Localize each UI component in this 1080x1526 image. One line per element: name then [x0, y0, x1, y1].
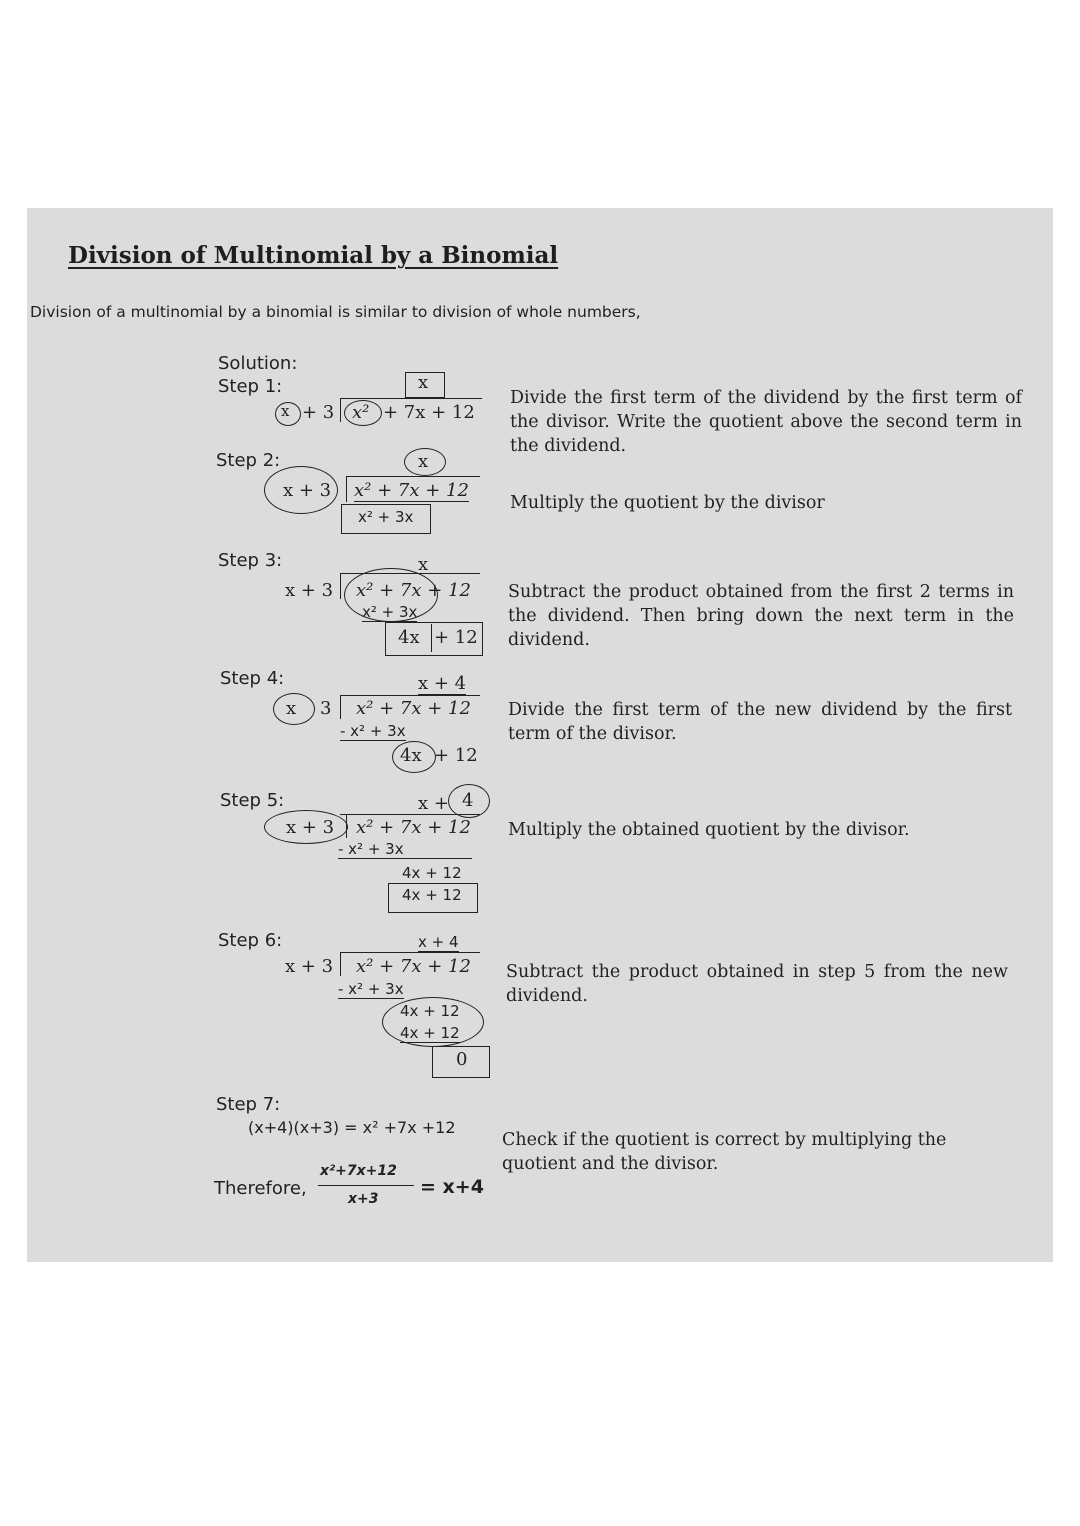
step-7-check: (x+4)(x+3) = x² +7x +12 [248, 1118, 456, 1137]
step-1-bracket [340, 398, 341, 422]
step-1-divisor-x: x [281, 402, 290, 420]
step-4-product: - x² + 3x [340, 722, 406, 740]
step-1-divisor-rest: + 3 [302, 402, 335, 423]
step-2-quotient: x [418, 451, 429, 472]
therefore-denominator: x+3 [348, 1191, 379, 1207]
step-4-quotient: x + 4 [418, 673, 467, 694]
step-1-description: Divide the first term of the dividend by the first term of the divisor. Write the quotient above the second term in the dividend. [510, 388, 1022, 456]
step-4-dividend: x² + 7x + 12 [356, 698, 471, 719]
step-5-product: - x² + 3x [338, 840, 404, 858]
therefore-fraction-bar [318, 1185, 414, 1186]
solution-label: Solution: [218, 353, 298, 374]
step-3-remainder-lead: 4x [398, 627, 420, 648]
step-4-divisor-rest: 3 [320, 698, 332, 719]
step-2-label: Step 2: [216, 450, 281, 471]
step-2-bracket [346, 476, 347, 502]
step-4-divisor-x: x [286, 698, 297, 719]
intro-text: Division of a multinomial by a binomial is similar to division of whole numbers, [30, 303, 641, 321]
step-6-divisor: x + 3 [285, 956, 334, 977]
step-3-label: Step 3: [218, 550, 283, 571]
step-7-label: Step 7: [216, 1094, 281, 1115]
step-5-product2: 4x + 12 [402, 886, 462, 904]
step-3-product: x² + 3x [362, 603, 418, 621]
step-4-description: Divide the first term of the new dividend by the first term of the divisor. [508, 700, 1012, 744]
step-2-dividend: x² + 7x + 12 [354, 480, 469, 501]
step-2-division-bar [346, 476, 480, 477]
step-7-description: Check if the quotient is correct by multiplying the quotient and the divisor. [502, 1130, 947, 1174]
step-6-description: Subtract the product obtained in step 5 from the new dividend. [506, 962, 1008, 1006]
therefore-numerator: x²+7x+12 [320, 1163, 397, 1179]
step-3-description: Subtract the product obtained from the first 2 terms in the dividend. Then bring down the next term in the dividend. [508, 582, 1014, 650]
step-5-description: Multiply the obtained quotient by the divisor. [508, 820, 910, 840]
step-4-division-bar [340, 695, 480, 696]
step-6-division-bar [340, 952, 480, 953]
step-2-divisor: x + 3 [283, 480, 332, 501]
step-4-remainder-lead: 4x [400, 745, 422, 766]
step-1-label: Step 1: [218, 376, 283, 397]
therefore-label: Therefore, [214, 1178, 307, 1199]
step-6-remainder: 4x + 12 [400, 1002, 460, 1020]
step-5-quotient-num: 4 [462, 790, 474, 811]
step-6-result: 0 [456, 1049, 468, 1070]
step-5-quotient-x: x + [418, 793, 449, 814]
step-1-dividend-rest: + 7x + 12 [383, 402, 475, 423]
step-6-product: - x² + 3x [338, 980, 404, 998]
step-6-quotient: x + 4 [418, 933, 459, 951]
step-1-quotient: x [418, 372, 429, 393]
step-6-dividend: x² + 7x + 12 [356, 956, 471, 977]
step-2-product: x² + 3x [358, 508, 414, 526]
step-5-division-bar [340, 814, 480, 815]
step-3-dividend: x² + 7x + 12 [356, 580, 471, 601]
step-4-label: Step 4: [220, 668, 285, 689]
step-5-bracket [346, 814, 347, 838]
step-5-divisor: x + 3 [286, 817, 335, 838]
step-5-subtract-line [338, 858, 472, 859]
step-6-bracket [340, 952, 341, 976]
step-1-division-bar [340, 398, 482, 399]
step-5-remainder: 4x + 12 [402, 864, 462, 882]
step-6-product2: 4x + 12 [400, 1024, 460, 1042]
step-3-remainder-rest: + 12 [434, 627, 478, 648]
page-title: Division of Multinomial by a Binomial [68, 242, 559, 269]
step-5-label: Step 5: [220, 790, 285, 811]
step-1-dividend-lead: x² [352, 402, 370, 423]
therefore-result: = x+4 [420, 1176, 484, 1198]
step-4-bracket [340, 695, 341, 719]
step-6-label: Step 6: [218, 930, 283, 951]
step-3-bracket [340, 573, 341, 599]
step-3-divisor: x + 3 [285, 580, 334, 601]
step-3-quotient: x [418, 554, 429, 575]
step-4-remainder-rest: + 12 [434, 745, 478, 766]
step-2-description: Multiply the quotient by the divisor [510, 493, 825, 513]
step-3-remainder-divider [431, 624, 432, 652]
step-5-dividend: x² + 7x + 12 [356, 817, 471, 838]
